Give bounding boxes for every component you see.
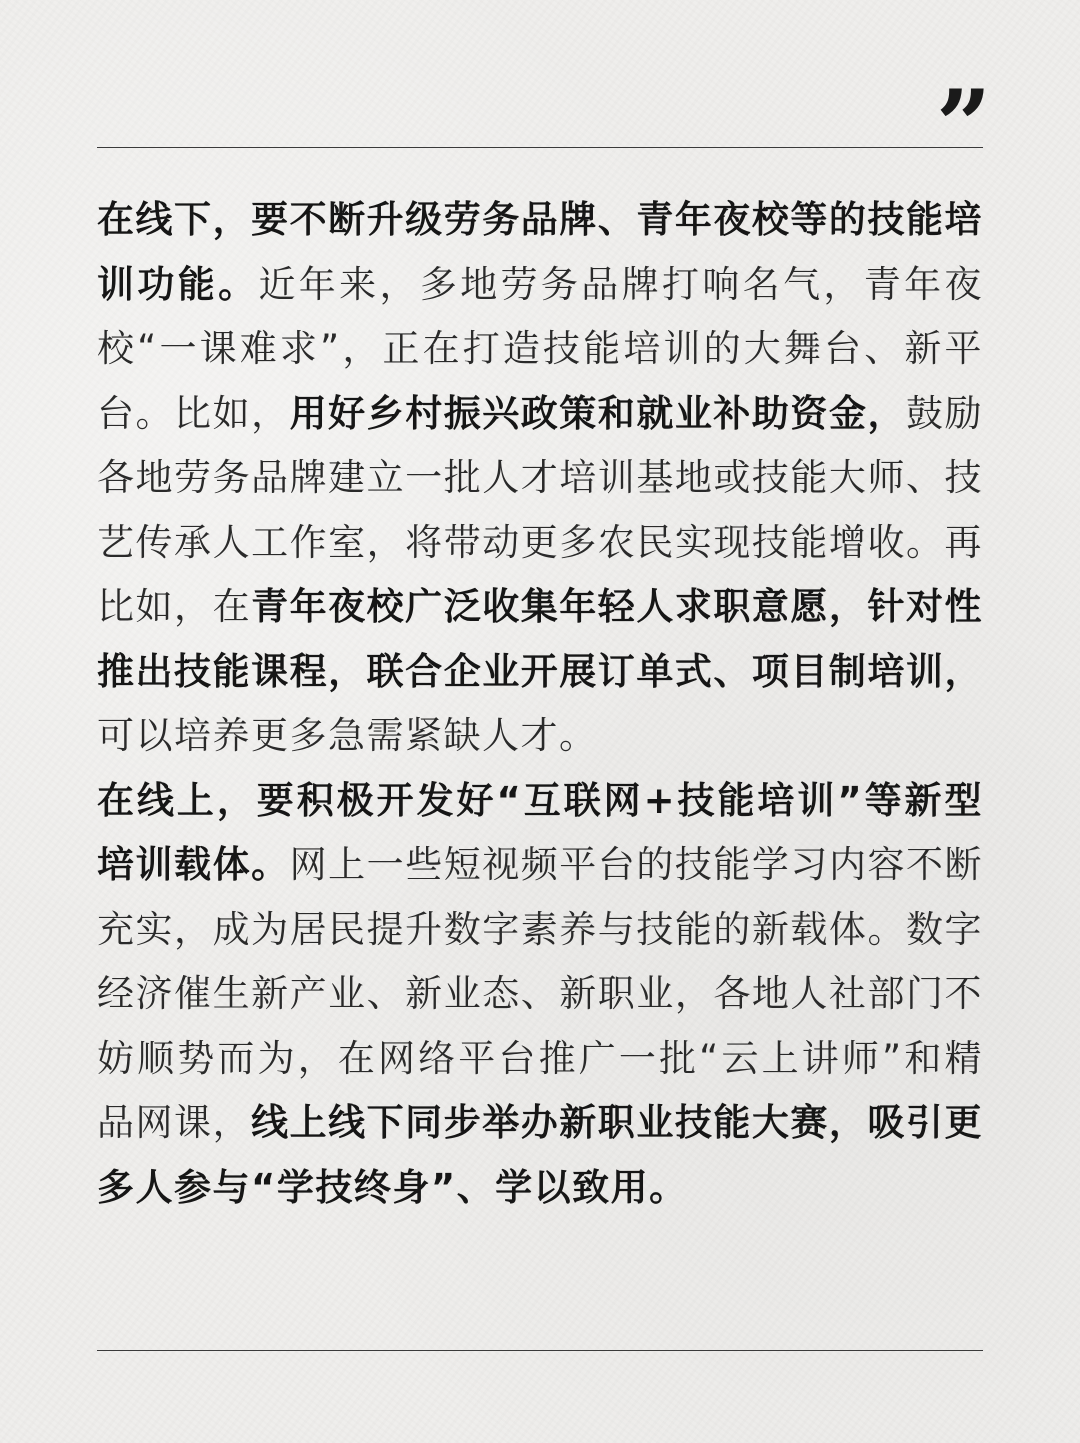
bold-text: 在线上，要积极开发好“互联网+技能培训”等新型培训载体。 xyxy=(97,778,983,886)
paragraph-online xyxy=(97,769,983,1221)
bold-text: 线上线下同步举办新职业技能大赛，吸引更多人参与“学技终身”、学以致用。 xyxy=(97,1101,984,1209)
closing-quote-icon: ” xyxy=(936,69,986,182)
bottom-divider xyxy=(97,1350,983,1351)
body-text: 可以培养更多急需紧缺人才。 xyxy=(97,714,598,757)
bold-text: 青年夜校广泛收集年轻人求职意愿，针对性推出技能课程，联合企业开展订单式、项目制培训， xyxy=(97,585,984,693)
body-text: 网上一些短视频平台的技能学习内容不断充实，成为居民提升数字素养与技能的新载体。数字经济催生新产业、新业态、新职业，各地人社部门不妨顺势而为，在网络平台推广一批“云上讲师”和精品网课， xyxy=(97,843,984,1144)
paragraph-offline xyxy=(97,188,983,769)
body-text: 鼓励各地劳务品牌建立一批人才培训基地或技能大师、技艺传承人工作室，将带动更多农民实现技能增收。再比如，在 xyxy=(97,391,984,628)
body-text: 近年来，多地劳务品牌打响名气，青年夜校“一课难求”，正在打造技能培训的大舞台、新平台。比如， xyxy=(97,262,984,435)
article-body xyxy=(97,188,983,1220)
bold-text: 用好乡村振兴政策和就业补助资金， xyxy=(289,391,906,435)
bold-text: 在线下，要不断升级劳务品牌、青年夜校等的技能培训功能。 xyxy=(97,198,983,306)
top-divider xyxy=(97,147,983,148)
